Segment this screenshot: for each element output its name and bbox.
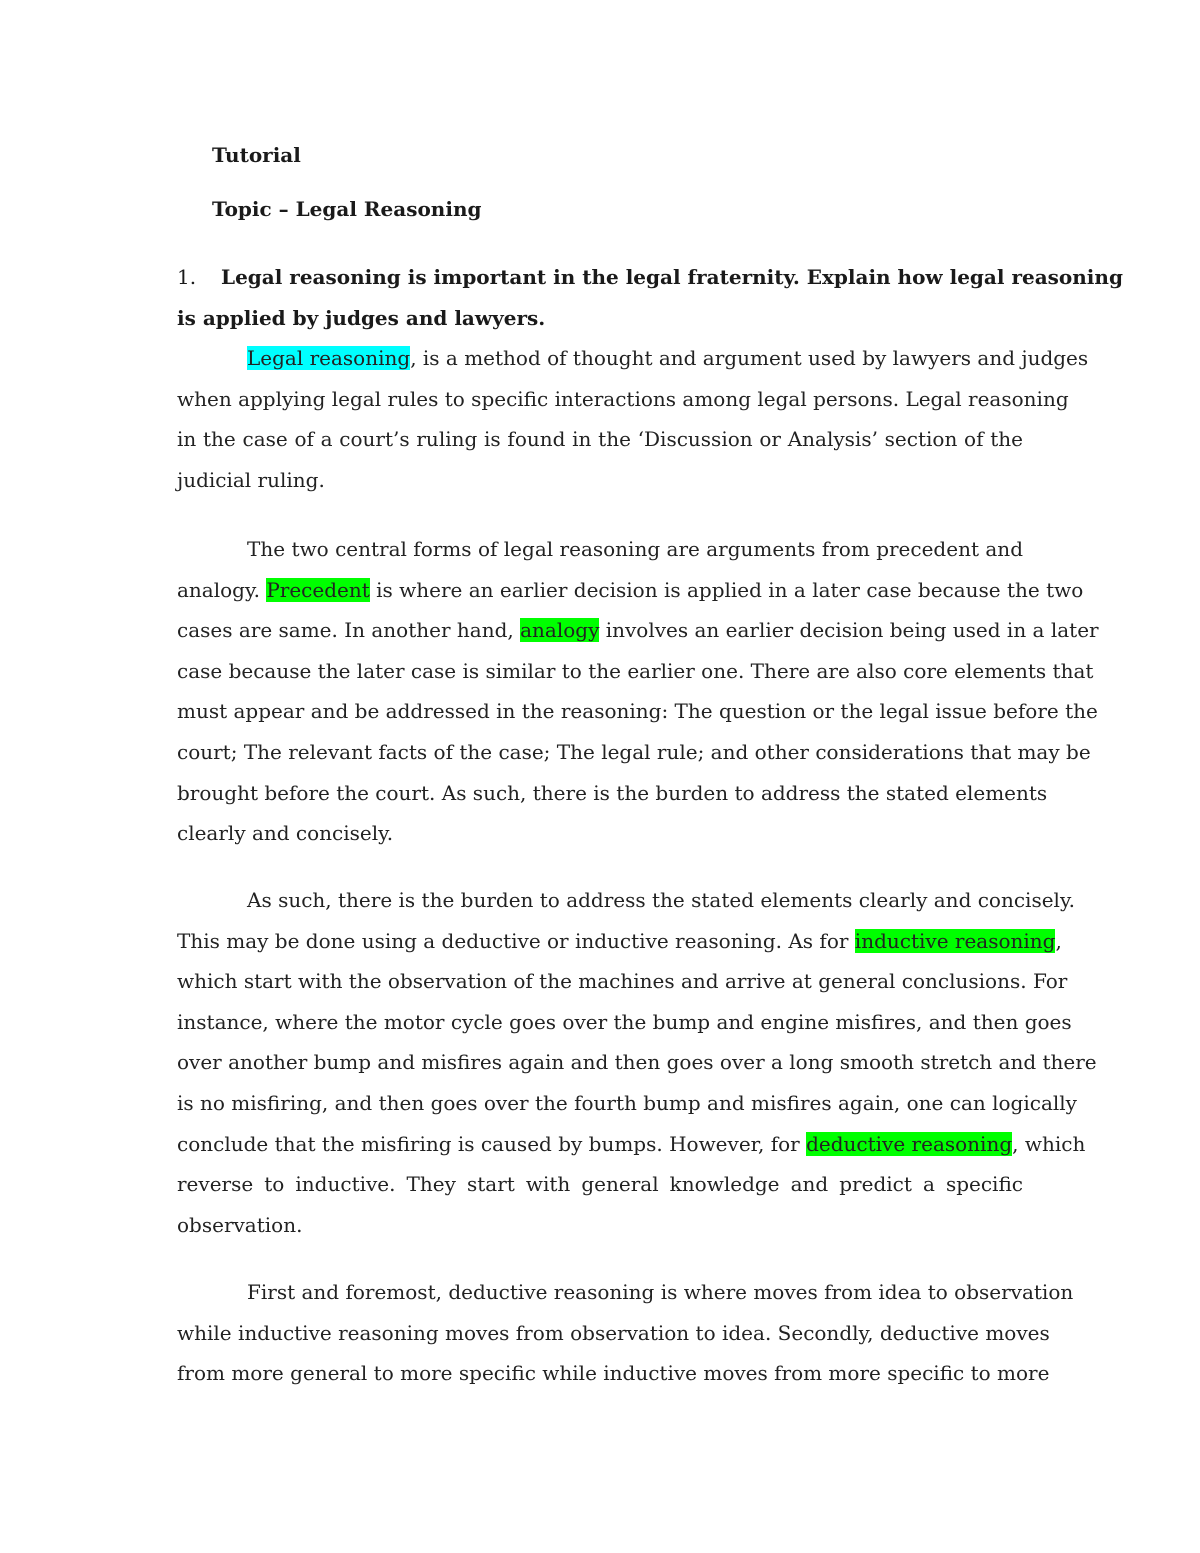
para3-line-5: over another bump and misfires again and then goes over a long smooth stretch and there [177,1050,1097,1075]
question-line-2 [177,306,545,330]
para2-line-7: brought before the court. As such, there is the burden to address the stated elements [177,780,1048,805]
para2-line-1: The two central forms of legal reasoning are arguments from precedent and [247,537,1023,561]
para2-line-5: must appear and be addressed in the reasoning: The question or the legal issue before the [177,699,1098,724]
highlight-legal-reasoning: Legal reasoning [247,346,411,370]
para4-line-3: from more general to more specific while inductive moves from more specific to more [177,1361,1050,1386]
paragraph-3 [177,880,1097,1245]
para2-line-8: clearly and concisely. [177,821,394,846]
para3-line-4: instance, where the motor cycle goes over the bump and engine misfires, and then goes [177,1009,1072,1034]
para3-line-7: conclude that the misfiring is caused by bumps. However, for deductive reasoning, which [177,1131,1086,1156]
question-text-1: Legal reasoning is important in the legal fraternity. Explain how legal reasoning [221,265,1123,289]
paragraph-2 [177,529,1099,854]
para3-line-1: As such, there is the burden to address the stated elements clearly and concisely. [247,888,1075,912]
highlight-inductive-reasoning: inductive reasoning [854,928,1056,953]
para3-line-3: which start with the observation of the machines and arrive at general conclusions. For [177,969,1068,994]
question-line-1 [177,265,1123,289]
para1-line-2: when applying legal rules to specific interactions among legal persons. Legal reasoning [177,386,1069,411]
paragraph-4 [177,1272,1074,1394]
para2-line-2: analogy. Precedent is where an earlier decision is applied in a later case because the two [177,577,1084,602]
para4-line-1: First and foremost, deductive reasoning is where moves from idea to observation [247,1280,1074,1304]
para2-line-6: court; The relevant facts of the case; The legal rule; and other considerations that may be [177,739,1091,764]
para1-line-3: in the case of a court’s ruling is found in the ‘Discussion or Analysis’ section of the [177,427,1023,452]
para4-line-2: while inductive reasoning moves from observation to idea. Secondly, deductive moves [177,1320,1050,1345]
question-text-2: is applied by judges and lawyers. [177,306,546,330]
para3-line-2: This may be done using a deductive or inductive reasoning. As for inductive reasoning, [177,928,1062,953]
para2-line-4: case because the later case is similar to the earlier one. There are also core elements that [177,658,1094,683]
para2-line-3: cases are same. In another hand, analogy involves an earlier decision being used in a later [177,618,1099,643]
para1-line-4: judicial ruling. [177,467,325,492]
document-title: Tutorial [212,143,301,167]
para3-line-8: reverse to inductive. They start with general knowledge and predict a specific [177,1172,1023,1197]
highlight-deductive-reasoning: deductive reasoning [806,1131,1013,1156]
para3-line-6: is no misfiring, and then goes over the fourth bump and misfires again, one can logically [177,1090,1077,1115]
highlight-precedent: Precedent [266,577,370,602]
question-number: 1. [177,265,197,289]
para3-line-9: observation. [177,1212,303,1237]
para1-line-1: Legal reasoning, is a method of thought and argument used by lawyers and judges [247,346,1089,370]
paragraph-1 [177,338,1089,500]
highlight-analogy: analogy [520,618,600,643]
topic-heading: Topic – Legal Reasoning [212,197,482,221]
